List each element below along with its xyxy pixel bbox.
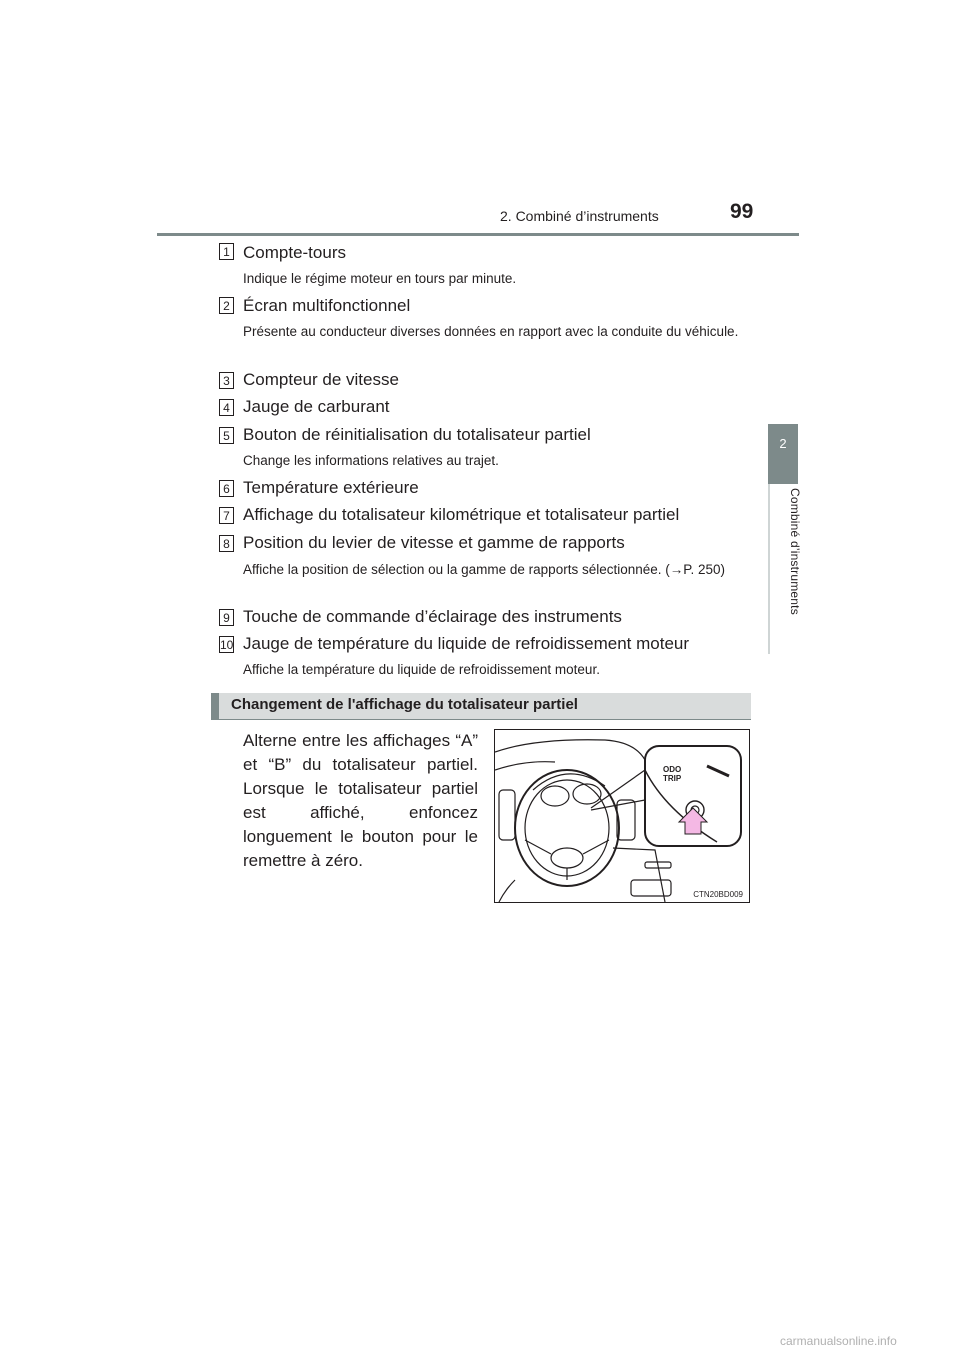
dashboard-drawing xyxy=(495,730,749,902)
item-number: 8 xyxy=(219,535,234,552)
item-number: 10 xyxy=(220,638,234,652)
item-label: Jauge de carburant xyxy=(243,397,390,416)
trip-label: TRIP xyxy=(663,774,682,783)
item-number: 3 xyxy=(219,372,234,389)
chapter-label: Combiné d’instruments xyxy=(788,488,802,615)
item-description: Présente au conducteur diverses données en rapport avec la conduite du véhicule. xyxy=(243,324,739,339)
item-label: Affichage du totalisateur kilométrique et totalisateur partiel xyxy=(243,505,680,524)
item-number: 1 xyxy=(219,243,234,260)
section-rule xyxy=(211,719,751,720)
page-number: 99 xyxy=(730,200,754,223)
item-number: 9 xyxy=(219,609,234,626)
figure-code: CTN20BD009 xyxy=(693,890,743,899)
item-number: 7 xyxy=(219,507,234,524)
item-description: Affiche la température du liquide de refroidissement moteur. xyxy=(243,662,600,677)
item-label: Compteur de vitesse xyxy=(243,370,399,389)
chapter-number: 2 xyxy=(779,436,787,451)
item-description: Affiche la position de sélection ou la gamme de rapports sélectionnée. (→P. 250) xyxy=(243,562,726,577)
chapter-tab xyxy=(768,424,798,484)
item-label: Température extérieure xyxy=(243,478,419,497)
item-label: Jauge de température du liquide de refroidissement moteur xyxy=(243,634,690,653)
section-title: Changement de l'affichage du totalisateur partiel xyxy=(231,696,578,713)
item-label: Écran multifonctionnel xyxy=(243,296,411,315)
item-description: Indique le régime moteur en tours par minute. xyxy=(243,271,517,286)
watermark: carmanualsonline.info xyxy=(780,1334,897,1348)
item-label: Bouton de réinitialisation du totalisateur partiel xyxy=(243,425,591,444)
item-description: Change les informations relatives au trajet. xyxy=(243,453,499,468)
dashboard-illustration xyxy=(494,729,750,903)
odo-label: ODO xyxy=(663,765,682,774)
item-number: 6 xyxy=(219,480,234,497)
item-number: 5 xyxy=(219,427,234,444)
press-arrow-icon xyxy=(679,808,707,834)
section-header xyxy=(211,693,751,719)
header-title: 2. Combiné d’instruments xyxy=(500,208,659,224)
item-number: 4 xyxy=(219,399,234,416)
item-label: Compte-tours xyxy=(243,243,346,262)
item-label: Touche de commande d’éclairage des instruments xyxy=(243,607,622,626)
header-rule xyxy=(157,233,799,236)
item-number: 2 xyxy=(219,297,234,314)
section-body: Alterne entre les affichages “A” et “B” du totalisateur partiel. Lorsque le totalisateur partiel est affiché, enfoncez longuement le bouton pour le remettre à zéro. xyxy=(243,731,478,870)
item-label: Position du levier de vitesse et gamme de rapports xyxy=(243,533,625,552)
